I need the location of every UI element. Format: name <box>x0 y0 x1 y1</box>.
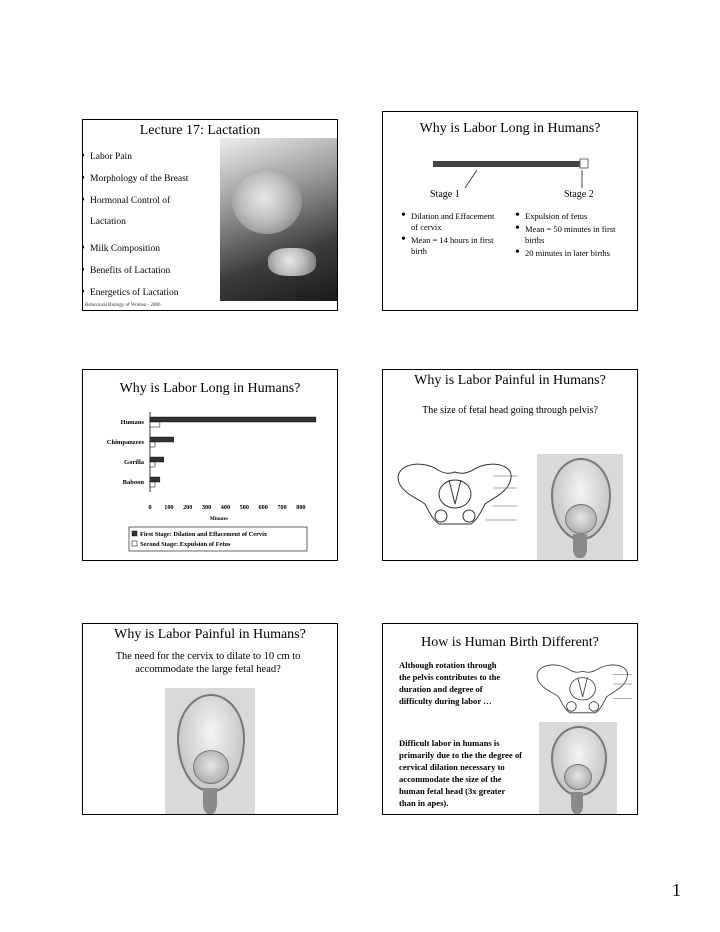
x-axis-title: Minutes <box>209 516 229 522</box>
bullet: • Energetics of Lactation <box>82 288 208 299</box>
category-label: Gorilla <box>124 459 144 466</box>
stage-2-bullets <box>515 211 627 259</box>
bar-first-stage <box>150 457 164 462</box>
stage-1-arrow <box>465 170 477 188</box>
bullet: • Hormonal Control of Lactation <box>82 191 180 233</box>
slide-6-title: How is Human Birth Different? <box>421 635 599 650</box>
bullet: • Labor Pain <box>82 152 208 163</box>
bullet: • Morphology of the Breast <box>82 174 208 185</box>
slide-5-body: The need for the cervix to dilate to 10 cm to accommodate the large fetal head? <box>115 651 301 675</box>
category-label: Baboon <box>122 479 144 486</box>
x-tick-label: 500 <box>239 504 249 511</box>
stage-1-bar <box>433 161 580 167</box>
legend-swatch-second-stage <box>132 541 137 546</box>
legend-label: First Stage: Dilation and Effacement of Cervix <box>140 531 268 538</box>
bar-second-stage <box>150 422 160 427</box>
fetus-in-uterus-illustration <box>539 722 617 815</box>
fetal-head <box>193 750 229 784</box>
slide-1-title: Lecture 17: Lactation <box>139 123 261 138</box>
bullet: • Dilation and Effacement of cervix <box>401 211 501 233</box>
pelvis-illustration <box>393 458 518 528</box>
slide-1-bullets <box>82 152 208 299</box>
bar-first-stage <box>150 417 316 422</box>
breastfeeding-photo <box>220 138 337 301</box>
fetus-in-uterus-illustration <box>165 688 255 815</box>
cervix <box>203 788 217 814</box>
category-label: Humans <box>120 419 144 426</box>
slide-4-subtitle: The size of fetal head going through pelvis? <box>422 405 598 416</box>
x-tick-label: 100 <box>164 504 174 511</box>
page-number: 1 <box>672 880 681 900</box>
x-tick-label: 200 <box>183 504 193 511</box>
bar-second-stage <box>150 442 155 447</box>
slide-1-footer: Behavioral Biology of Women - 2006 <box>85 303 161 308</box>
slide-3-title: Why is Labor Long in Humans? <box>119 381 301 396</box>
x-tick-label: 800 <box>296 504 306 511</box>
bullet: • Expulsion of fetus <box>515 211 627 222</box>
x-tick-label: 600 <box>258 504 268 511</box>
stage-1-label: Stage 1 <box>430 189 460 200</box>
bar-second-stage <box>150 462 155 467</box>
slide-4 <box>382 369 638 561</box>
x-tick-label: 300 <box>201 504 212 511</box>
x-tick-label: 0 <box>148 504 152 511</box>
cervix <box>573 534 587 558</box>
slide-4-title: Why is Labor Painful in Humans? <box>414 373 606 388</box>
slide-2 <box>382 111 638 311</box>
legend-swatch-first-stage <box>132 531 137 536</box>
fetal-head <box>565 504 597 534</box>
bar-first-stage <box>150 477 160 482</box>
slide-6-paragraph-1: Although rotation through the pelvis contributes to the duration and degree of difficulty during labor … <box>399 660 501 706</box>
slide-6-paragraph-2: Difficult labor in humans is primarily due to the the degree of cervical dilation necessary to accommodate the size of the human fetal head (3x greater than in apes). <box>399 738 522 808</box>
fetus-in-uterus-illustration <box>537 454 623 561</box>
bar-first-stage <box>150 437 174 442</box>
baby-hand <box>268 248 316 276</box>
cervix <box>571 792 583 814</box>
bullet: • 20 minutes in later births <box>515 248 627 259</box>
stage-2-label: Stage 2 <box>564 189 594 200</box>
x-tick-label: 700 <box>277 504 287 511</box>
slide-1 <box>82 119 338 311</box>
legend-label: Second Stage: Expulsion of Fetus <box>140 541 231 548</box>
bullet: • Mean = 14 hours in first birth <box>401 235 501 257</box>
stage-1-bullets <box>401 211 501 257</box>
bar-second-stage <box>150 482 155 487</box>
slide-6 <box>382 623 638 815</box>
slide-5 <box>82 623 338 815</box>
slide-3 <box>82 369 338 561</box>
slide-2-title: Why is Labor Long in Humans? <box>419 121 601 136</box>
labor-duration-chart <box>83 370 338 561</box>
category-label: Chimpanzees <box>106 439 144 446</box>
bullet: • Milk Composition <box>82 244 208 255</box>
pelvis-illustration <box>533 657 633 719</box>
bullet: • Mean = 50 minutes in first births <box>515 224 627 246</box>
bullet: • Benefits of Lactation <box>82 266 208 277</box>
x-tick-label: 400 <box>220 504 231 511</box>
baby-face <box>232 168 302 234</box>
fetal-head <box>564 764 592 790</box>
slide-5-title: Why is Labor Painful in Humans? <box>114 627 306 642</box>
stage-2-box <box>580 159 588 168</box>
